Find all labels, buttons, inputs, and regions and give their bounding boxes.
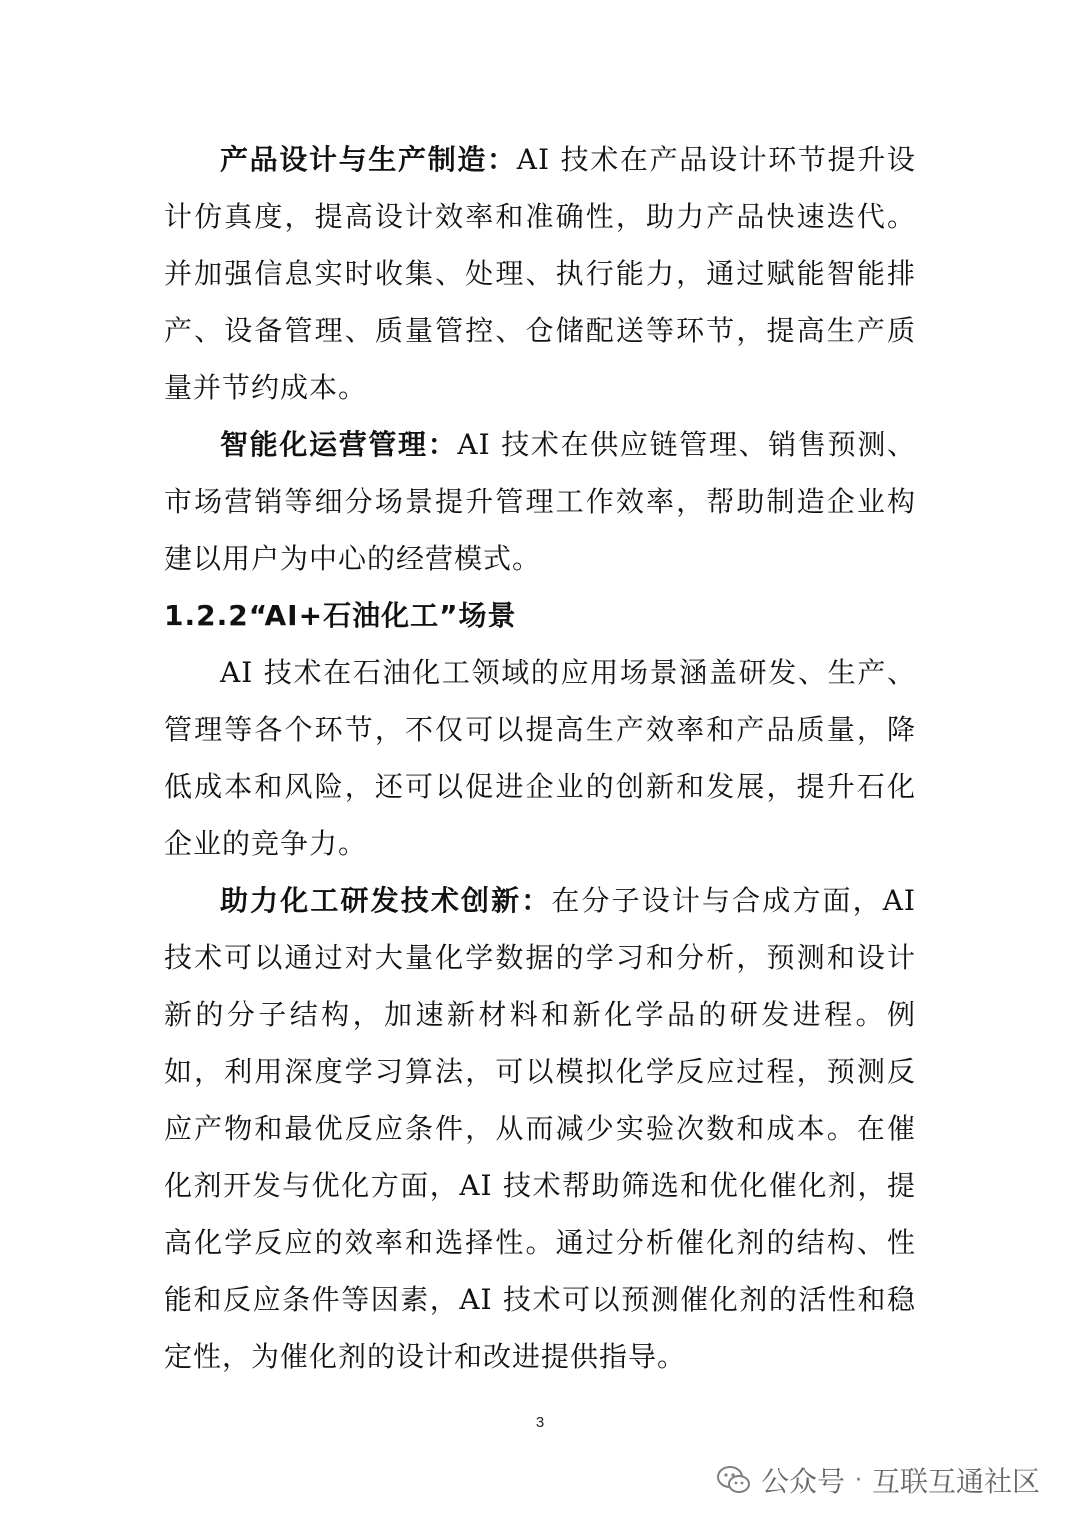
watermark-name: 互联互通社区 bbox=[871, 1465, 1040, 1498]
paragraph-petrochemical-intro bbox=[164, 644, 916, 872]
paragraph-lead: 助力化工研发技术创新： bbox=[220, 884, 552, 917]
paragraph-text: AI 技术在供应链管理、销售预测、市场营销等细分场景提升管理工作效率，帮助制造企业构建以用户为中心的经营模式。 bbox=[164, 428, 916, 575]
paragraph-product-design bbox=[164, 131, 916, 416]
paragraph-text: 在分子设计与合成方面，AI 技术可以通过对大量化学数据的学习和分析，预测和设计新的分子结构，加速新材料和新化学品的研发进程。例如，利用深度学习算法，可以模拟化学反应过程，预测反应产物和最优反应条件，从而减少实验次数和成本。在催化剂开发与优化方面，AI 技术帮助筛选和优化催化剂，提高化学反应的效率和选择性。通过分析催化剂的结构、性能和反应条件等因素，AI 技术可以预测催化剂的活性和稳定性，为催化剂的设计和改进提供指导。 bbox=[164, 884, 916, 1373]
paragraph-operations bbox=[164, 416, 916, 587]
watermark bbox=[717, 1460, 1040, 1500]
paragraph-rd-innovation bbox=[164, 872, 916, 1385]
watermark-separator: · bbox=[854, 1467, 862, 1493]
page-number: 3 bbox=[535, 1414, 545, 1431]
wechat-icon bbox=[717, 1465, 751, 1495]
paragraph-lead: 智能化运营管理： bbox=[220, 428, 458, 461]
document-page bbox=[164, 131, 916, 1385]
paragraph-text: AI 技术在产品设计环节提升设计仿真度，提高设计效率和准确性，助力产品快速迭代。并加强信息实时收集、处理、执行能力，通过赋能智能排产、设备管理、质量管控、仓储配送等环节，提高生产质量并节约成本。 bbox=[164, 143, 916, 404]
paragraph-lead: 产品设计与生产制造： bbox=[220, 143, 517, 176]
section-heading: 1.2.2“AI+石油化工”场景 bbox=[164, 599, 517, 632]
watermark-prefix: 公众号 bbox=[760, 1465, 845, 1498]
paragraph-text: AI 技术在石油化工领域的应用场景涵盖研发、生产、管理等各个环节，不仅可以提高生产效率和产品质量，降低成本和风险，还可以促进企业的创新和发展，提升石化企业的竞争力。 bbox=[164, 656, 916, 860]
